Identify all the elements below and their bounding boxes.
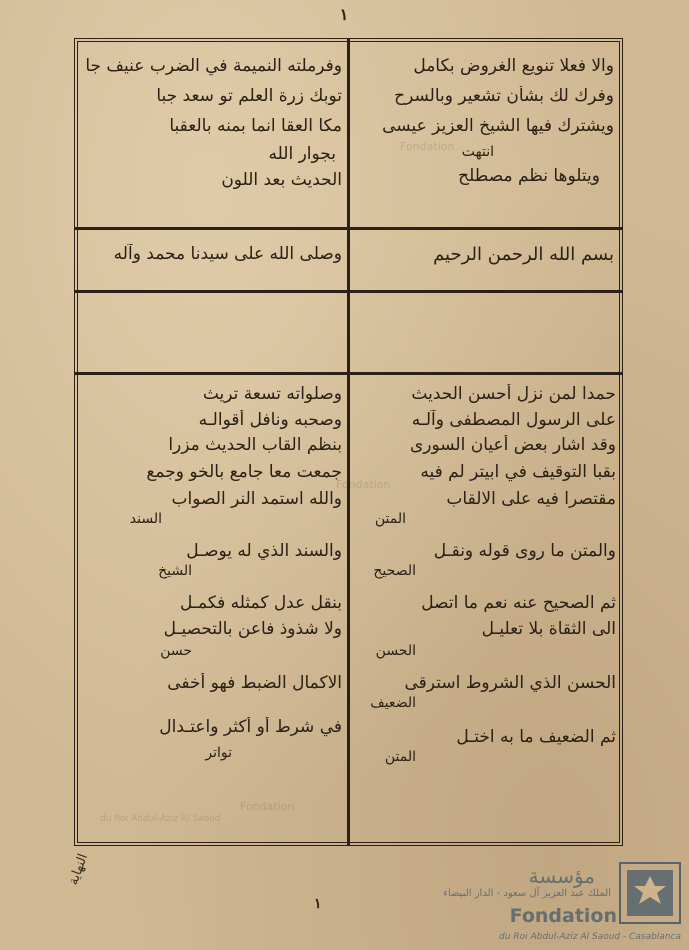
colophon-right <box>352 56 614 196</box>
verse-line: وصلواته تسعة تريث <box>202 384 342 404</box>
faint-stamp <box>240 800 294 813</box>
verse-line: ثم الضعيف ما به اختـل <box>456 727 616 747</box>
colophon-left-line: بجوار الله <box>268 144 336 164</box>
section-heading: الضعيف <box>370 695 416 711</box>
page-bottom-mark: ١ <box>314 896 322 912</box>
verse-line: والسند الذي له يوصـل <box>186 541 342 561</box>
colophon-left-line: توبك زرة العلم تو سعد جبا <box>156 86 342 106</box>
verse-line: ثم الصحيح عنه نعم ما اتصل <box>421 593 616 613</box>
foundation-logo-icon <box>619 862 681 924</box>
colophon-left-line: مكا العقا انما بمنه بالعقبا <box>169 116 342 136</box>
verse-line: الحسن الذي الشروط استرقى <box>404 673 616 693</box>
section-heading: الشيخ <box>158 563 192 579</box>
section-heading: المتن <box>374 511 406 527</box>
section-heading: حسن <box>160 643 192 659</box>
colophon-right-line: انتهت <box>461 144 494 160</box>
faint-stamp <box>100 814 220 824</box>
foundation-watermark <box>443 860 685 948</box>
basmala-text: بسم الله الرحمن الرحيم <box>433 244 614 265</box>
verse-line: بنظم القاب الحديث مزرا <box>168 435 342 455</box>
salutation-text: وصلى الله على سيدنا محمد وآله <box>113 244 342 264</box>
section-heading: الحسن <box>375 643 416 659</box>
watermark-arabic-subtitle: الملك عبد العزيز آل سعود - الدار البيضاء <box>443 888 611 899</box>
faint-stamp-line: Fondation <box>240 800 295 813</box>
verse-line: والمتن ما روى قوله ونقـل <box>433 541 616 561</box>
colophon-left-line: وفرملته النميمة في الضرب عنيف جا <box>85 56 342 76</box>
faint-stamp <box>400 140 454 153</box>
verse-line: بنقل عدل كمثله فكمـل <box>180 593 342 613</box>
faint-stamp-line: Fondation <box>336 478 391 491</box>
basmala-cell <box>356 244 614 265</box>
poem-left-column <box>82 384 342 771</box>
section-heading: المتن <box>384 749 416 765</box>
verse-line: ولا شذوذ فاعن بالتحصيـل <box>163 619 342 639</box>
colophon-right-line: والا فعلا تنويع الغروض بكامل <box>413 56 614 76</box>
rule-after-basmala <box>74 290 623 293</box>
verse-line: والله استمد النر الصواب <box>171 489 342 509</box>
colophon-right-line: ويتلوها نظم مصطلح <box>458 166 600 186</box>
section-heading: الصحيح <box>373 563 416 579</box>
verse-line: حمدا لمن نزل أحسن الحديث <box>411 384 616 404</box>
verse-line: الى الثقاة بلا تعليـل <box>481 619 616 639</box>
rule-before-poem <box>74 372 623 375</box>
verse-line: وقد اشار بعض أعيان السورى <box>409 435 616 455</box>
faint-stamp-line: Fondation <box>400 140 455 153</box>
watermark-arabic-title: مؤسسة <box>528 864 595 888</box>
section-heading: السند <box>129 511 162 527</box>
colophon-right-line: وفرك لك بشأن تشعير وبالسرح <box>394 86 614 106</box>
margin-note: النهاية <box>66 851 92 888</box>
verse-line: في شرط أو أكثر واعتـدال <box>159 717 342 737</box>
faint-stamp <box>336 478 390 491</box>
page-top-mark: ١ <box>339 5 349 24</box>
colophon-left <box>82 56 342 198</box>
column-divider <box>347 38 350 846</box>
verse-line: وصحبه ونافل أقوالـه <box>198 410 342 430</box>
verse-line: مقتصرا فيه على الالقاب <box>446 489 616 509</box>
poem-right-column <box>354 384 616 775</box>
colophon-right-line: ويشترك فيها الشيخ العزيز عيسى <box>382 116 614 136</box>
watermark-english-subtitle: du Roi Abdul-Aziz Al Saoud - Casablanca <box>499 932 681 942</box>
faint-stamp-line: du Roi Abdul-Aziz Al Saoud <box>100 814 221 824</box>
section-heading: تواتر <box>205 745 232 761</box>
watermark-english-title: Fondation <box>509 905 617 927</box>
colophon-left-line: الحديث بعد اللون <box>221 170 342 190</box>
verse-line: بقبا التوقيف في ابيتر لم فيه <box>420 462 616 482</box>
salutation-cell <box>82 244 342 264</box>
verse-line: الاكمال الضبط فهو أخفى <box>167 673 342 693</box>
verse-line: على الرسول المصطفى وآلـه <box>411 410 616 430</box>
rule-after-colophon <box>74 227 623 230</box>
verse-line: جمعت معا جامع بالخو وجمع <box>146 462 342 482</box>
